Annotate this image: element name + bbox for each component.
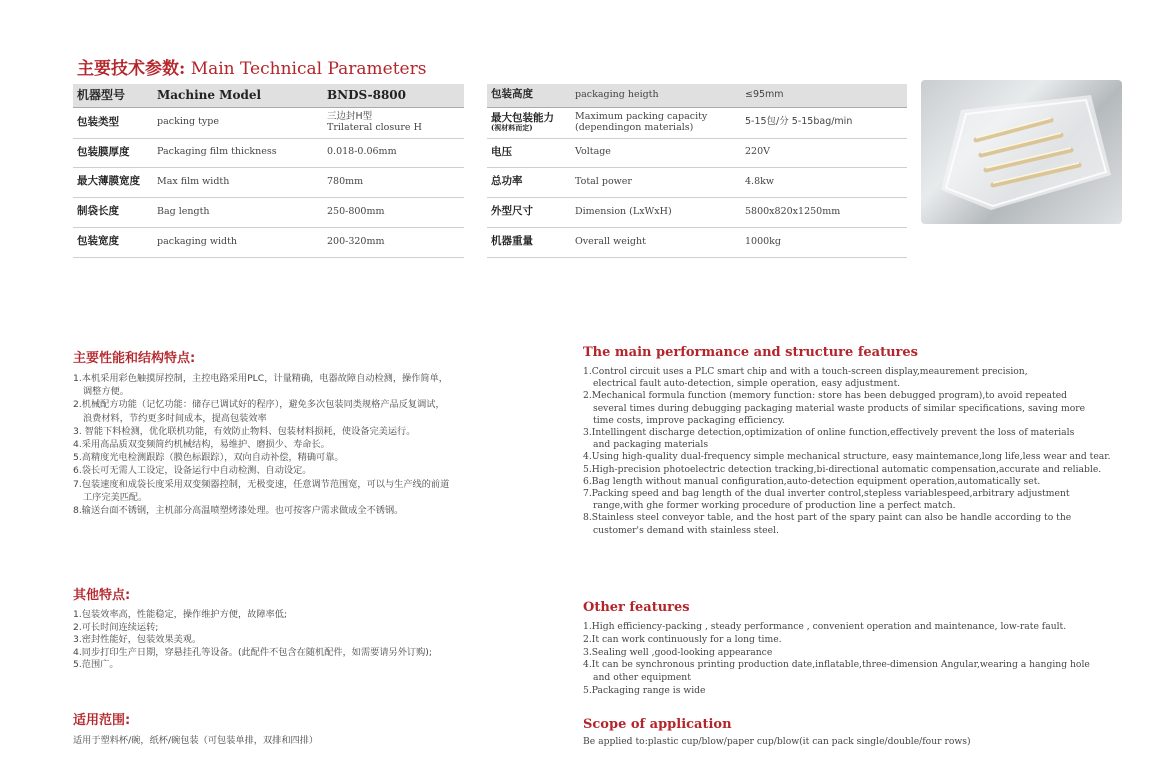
list-item: 1.Control circuit uses a PLC smart chip and with a touch-screen display,meaurement precision, [583,366,1028,377]
param-label-cn: 外型尺寸 [487,197,571,227]
features-cn-heading: 主要性能和结构特点: [73,351,196,366]
param-label-en: Voltage [571,138,741,167]
param-label-en: Bag length [153,197,323,227]
table-row [73,197,464,227]
param-label-en: Total power [571,167,741,197]
packaged-cups-illustration [921,80,1122,224]
list-item: 7.包装速度和成袋长度采用双变频器控制，无极变速，任意调节范围宽，可以与生产线的前道 [73,478,450,490]
param-label-cn: 机器型号 [73,84,153,107]
list-item: 4.采用高品质双变频简约机械结构，易维护、磨损少、寿命长。 [73,439,330,451]
list-item: 1.本机采用彩色触摸屏控制，主控电路采用PLC，计量精确，电器故障自动检测，操作简单， [73,373,448,384]
list-item: 7.Packing speed and bag length of the dual inverter control,stepless variablespeed,arbitrary adjustment [583,488,1070,500]
param-label-en [571,107,741,138]
table-row [487,107,907,138]
param-label-en: Dimension (LxWxH) [571,197,741,227]
param-label-cn [487,107,571,138]
param-value: BNDS-8800 [323,84,464,107]
list-item: 2.可长时间连续运转; [73,621,159,633]
list-item: 4.Using high-quality dual-frequency simple mechanical structure, easy maintemance,long life,less wear and tear. [583,451,1111,463]
list-item: 2.It can work continuously for a long time. [583,633,782,645]
param-value: 5800x820x1250mm [741,197,907,227]
param-value: 200-320mm [323,227,464,257]
list-item: 调整方便。 [83,386,129,398]
param-label-en-line2: (dependingon materials) [575,121,694,133]
features-en-heading: The main performance and structure features [583,345,918,360]
table-row [487,138,907,167]
list-item: 4.It can be synchronous printing production date,inflatable,three-dimension Angular,wearing a hanging hole [583,659,1090,671]
list-item: time costs, improve packaging efficiency. [593,414,785,426]
list-item: 8.Stainless steel conveyor table, and the host part of the spary paint can also be handle according to the [583,512,1072,524]
param-label-en-line1: Maximum packing capacity [575,111,708,123]
scope-cn-text: 适用于塑料杯/碗，纸杯/碗包装（可包装单排，双排和四排） [73,735,319,746]
page-title [77,54,426,79]
param-value: 220V [741,138,907,167]
list-item: 2.机械配方功能（记忆功能：储存已调试好的程序），避免多次包装同类规格产品反复调试， [73,399,445,411]
list-item: 6.袋长可无需人工设定，设备运行中自动检测、自动设定。 [73,465,312,477]
list-item: electrical fault auto-detection, simple operation, easy adjustment. [593,378,901,390]
scope-en-heading: Scope of application [583,717,732,732]
list-item: 5.Packaging range is wide [583,684,706,696]
table-row [487,227,907,257]
param-label-en: packaging heigth [571,84,741,107]
param-label-en: packing type [153,107,323,138]
parameters-table-left [73,84,464,258]
param-label-cn: 制袋长度 [73,197,153,227]
param-label-cn: 包装类型 [73,107,153,138]
table-row [73,167,464,197]
table-row [73,138,464,167]
other-en-section [583,600,1090,698]
list-item: and other equipment [593,672,691,684]
param-label-en: Overall weight [571,227,741,257]
param-label-en: Machine Model [153,84,323,107]
param-label-cn: 电压 [487,138,571,167]
table-row [487,197,907,227]
param-value [323,107,464,138]
features-en-section [583,345,1111,537]
list-item: 4.同步打印生产日期，穿悬挂孔等设备。(此配件不包含在随机配件，如需要请另外订购); [73,646,432,658]
list-item: 工序完美匹配。 [83,491,148,503]
scope-cn-heading: 适用范围: [73,713,131,728]
table-row [73,107,464,138]
param-label-cn: 最大薄膜宽度 [73,167,153,197]
param-value: 1000kg [741,227,907,257]
param-label-en: packaging width [153,227,323,257]
param-value: 250-800mm [323,197,464,227]
param-label-cn-main: 最大包装能力 [491,111,554,124]
table-row [487,167,907,197]
list-item: 2.Mechanical formula function (memory function: store has been debugged program),to avoid repeated [583,390,1068,402]
param-value: 780mm [323,167,464,197]
list-item: 浪费材料，节约更多时间成本，提高包装效率 [83,412,267,424]
list-item: 8.输送台面不锈钢，主机部分高温喷塑烤漆处理。也可按客户需求做成全不锈钢。 [73,505,404,517]
param-label-cn: 总功率 [487,167,571,197]
scope-cn-section [73,709,318,747]
other-en-heading: Other features [583,600,690,615]
param-value: ≤95mm [741,84,907,107]
list-item: 1.High efficiency-packing , steady performance , convenient operation and maintenance, low-rate fault. [583,621,1067,632]
scope-en-text: Be applied to:plastic cup/blow/paper cup/blow(it can pack single/double/four rows) [583,736,971,747]
other-cn-section [73,584,432,672]
list-item: 5.High-precision photoelectric detection tracking,bi-directional automatic compensation,accurate and reliable. [583,463,1102,475]
param-label-cn: 包装宽度 [73,227,153,257]
product-photo [921,80,1122,224]
list-item: 3.Intellingent discharge detection,optimization of online function,effectively prevent the loss of materials [583,427,1075,439]
param-label-cn-sub: (视材料而定) [491,123,533,133]
param-label-cn: 包装高度 [487,84,571,107]
param-value-line2: Trilateral closure H [327,121,422,133]
list-item: customer's demand with stainless steel. [593,524,779,536]
table-header-row [487,84,907,107]
list-item: and packaging materials [593,439,709,451]
list-item: 6.Bag length without manual configuration,auto-detection equipment operation,automatically set. [583,475,1041,487]
parameters-table-right [487,84,907,258]
list-item: 1.包装效率高，性能稳定，操作维护方便，故障率低; [73,609,287,620]
param-value: 5-15包/分 5-15bag/min [741,107,907,138]
table-row [73,227,464,257]
list-item: range,with ghe former working procedure of production line a perfect match. [593,500,956,512]
param-label-en: Packaging film thickness [153,138,323,167]
list-item: 3. 智能下料检测，优化联机功能，有效防止物料、包装材料损耗，使设备完美运行。 [73,425,416,437]
list-item: 5.高精度光电检测跟踪（膜色标跟踪），双向自动补偿，精确可靠。 [73,452,344,464]
page-title-cn: 主要技术参数: [77,59,186,79]
list-item: 3.Sealing well ,good-looking appearance [583,646,773,658]
param-value: 4.8kw [741,167,907,197]
other-cn-heading: 其他特点: [73,588,131,603]
list-item: 5.范围广。 [73,659,119,671]
table-header-row [73,84,464,107]
list-item: 3.密封性能好，包装效果美观。 [73,634,202,646]
scope-en-section [583,717,971,748]
param-value: 0.018-0.06mm [323,138,464,167]
param-label-en: Max film width [153,167,323,197]
param-label-cn: 包装膜厚度 [73,138,153,167]
features-cn-section [73,347,449,517]
param-label-cn: 机器重量 [487,227,571,257]
param-value-line1: 三边封H型 [327,111,373,123]
list-item: several times during debugging packaging material waste products of similar specifications, saving more [593,402,1086,414]
page-title-en: Main Technical Parameters [190,59,427,79]
